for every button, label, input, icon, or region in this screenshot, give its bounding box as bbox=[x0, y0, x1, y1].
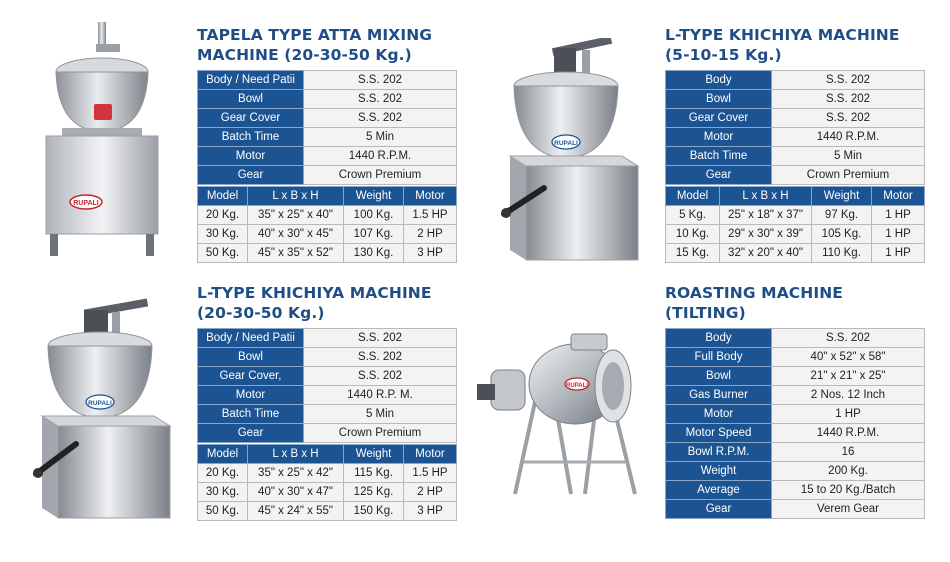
model-cell: 150 Kg. bbox=[344, 502, 404, 521]
spec-row bbox=[666, 386, 925, 405]
spec-row bbox=[666, 109, 925, 128]
spec-row bbox=[198, 424, 457, 443]
column-header: Motor bbox=[404, 187, 457, 206]
spec-row bbox=[666, 405, 925, 424]
spec-label: Gear bbox=[198, 166, 304, 185]
spec-row bbox=[666, 462, 925, 481]
spec-label: Body / Need Patii bbox=[198, 329, 304, 348]
model-header-row bbox=[666, 187, 925, 206]
model-cell: 105 Kg. bbox=[812, 225, 872, 244]
model-cell: 15 Kg. bbox=[666, 244, 720, 263]
spec-row bbox=[666, 424, 925, 443]
khichiya-large-illustration bbox=[28, 298, 178, 520]
spec-value: S.S. 202 bbox=[772, 329, 925, 348]
spec-value: S.S. 202 bbox=[304, 348, 457, 367]
spec-row bbox=[198, 90, 457, 109]
roasting-machine-photo bbox=[475, 322, 645, 500]
model-cell: 1 HP bbox=[872, 225, 925, 244]
model-cell: 45" x 24" x 55" bbox=[248, 502, 344, 521]
model-table-khichiya-large bbox=[197, 444, 457, 521]
spec-table-roasting-machine bbox=[665, 328, 925, 519]
model-row bbox=[198, 206, 457, 225]
spec-row bbox=[666, 166, 925, 185]
column-header: Model bbox=[198, 445, 248, 464]
model-cell: 100 Kg. bbox=[344, 206, 404, 225]
spec-label: Body bbox=[666, 329, 772, 348]
model-row bbox=[666, 206, 925, 225]
column-header: Weight bbox=[344, 187, 404, 206]
spec-label: Gear Cover, bbox=[198, 367, 304, 386]
spec-label: Gear bbox=[198, 424, 304, 443]
model-rows bbox=[198, 445, 457, 521]
spec-value: S.S. 202 bbox=[304, 329, 457, 348]
spec-value: 2 Nos. 12 Inch bbox=[772, 386, 925, 405]
spec-table-khichiya-small bbox=[665, 70, 925, 185]
model-cell: 1 HP bbox=[872, 244, 925, 263]
spec-label: Batch Time bbox=[198, 128, 304, 147]
spec-value: Crown Premium bbox=[304, 424, 457, 443]
column-header: Model bbox=[666, 187, 720, 206]
spec-row bbox=[666, 90, 925, 109]
spec-row bbox=[198, 128, 457, 147]
model-cell: 10 Kg. bbox=[666, 225, 720, 244]
spec-row bbox=[198, 405, 457, 424]
spec-value: 1440 R.P.M. bbox=[772, 424, 925, 443]
product-title-khichiya-large: L-TYPE KHICHIYA MACHINE (20-30-50 Kg.) bbox=[197, 284, 432, 322]
model-cell: 45" x 35" x 52" bbox=[248, 244, 344, 263]
model-rows bbox=[198, 187, 457, 263]
spec-value: 21" x 21" x 25" bbox=[772, 367, 925, 386]
model-cell: 1.5 HP bbox=[404, 206, 457, 225]
column-header: L x B x H bbox=[248, 187, 344, 206]
spec-label: Gear bbox=[666, 500, 772, 519]
column-header: Weight bbox=[344, 445, 404, 464]
spec-label: Full Body bbox=[666, 348, 772, 367]
spec-table-atta-mixer bbox=[197, 70, 457, 185]
model-row bbox=[198, 464, 457, 483]
model-header-row bbox=[198, 187, 457, 206]
spec-value: S.S. 202 bbox=[772, 90, 925, 109]
model-row bbox=[666, 225, 925, 244]
spec-value: 5 Min bbox=[772, 147, 925, 166]
spec-row bbox=[666, 329, 925, 348]
model-cell: 30 Kg. bbox=[198, 483, 248, 502]
spec-value: S.S. 202 bbox=[304, 367, 457, 386]
column-header: Weight bbox=[812, 187, 872, 206]
model-cell: 40" x 30" x 47" bbox=[248, 483, 344, 502]
spec-rows bbox=[198, 71, 457, 185]
spec-label: Gear Cover bbox=[666, 109, 772, 128]
spec-row bbox=[666, 500, 925, 519]
model-cell: 3 HP bbox=[404, 502, 457, 521]
atta-mixer-illustration bbox=[42, 20, 162, 260]
model-cell: 2 HP bbox=[404, 483, 457, 502]
spec-row bbox=[198, 367, 457, 386]
model-cell: 1 HP bbox=[872, 206, 925, 225]
spec-row bbox=[666, 147, 925, 166]
product-title-khichiya-small: L-TYPE KHICHIYA MACHINE (5-10-15 Kg.) bbox=[665, 26, 900, 64]
model-cell: 50 Kg. bbox=[198, 502, 248, 521]
spec-value: 1440 R.P.M. bbox=[772, 128, 925, 147]
model-row bbox=[198, 483, 457, 502]
model-cell: 97 Kg. bbox=[812, 206, 872, 225]
product-title-atta-mixer: TAPELA TYPE ATTA MIXING MACHINE (20-30-50 Kg.) bbox=[197, 26, 433, 64]
khichiya-large-photo bbox=[28, 298, 178, 520]
spec-value: S.S. 202 bbox=[772, 71, 925, 90]
model-cell: 115 Kg. bbox=[344, 464, 404, 483]
model-cell: 125 Kg. bbox=[344, 483, 404, 502]
spec-row bbox=[198, 386, 457, 405]
column-header: Model bbox=[198, 187, 248, 206]
spec-row bbox=[198, 71, 457, 90]
model-row bbox=[666, 244, 925, 263]
model-cell: 35" x 25" x 42" bbox=[248, 464, 344, 483]
spec-value: 16 bbox=[772, 443, 925, 462]
model-rows bbox=[666, 187, 925, 263]
spec-label: Bowl bbox=[666, 90, 772, 109]
spec-label: Motor bbox=[198, 386, 304, 405]
model-table-atta-mixer bbox=[197, 186, 457, 263]
model-cell: 20 Kg. bbox=[198, 464, 248, 483]
model-cell: 110 Kg. bbox=[812, 244, 872, 263]
brand-badge: RUPALI bbox=[554, 140, 578, 147]
spec-label: Motor bbox=[198, 147, 304, 166]
spec-label: Motor Speed bbox=[666, 424, 772, 443]
spec-value: 1440 R.P. M. bbox=[304, 386, 457, 405]
spec-row bbox=[198, 348, 457, 367]
model-row bbox=[198, 225, 457, 244]
spec-row bbox=[198, 147, 457, 166]
spec-row bbox=[198, 329, 457, 348]
model-cell: 20 Kg. bbox=[198, 206, 248, 225]
model-cell: 107 Kg. bbox=[344, 225, 404, 244]
spec-value: 200 Kg. bbox=[772, 462, 925, 481]
spec-label: Bowl bbox=[198, 348, 304, 367]
spec-value: 1 HP bbox=[772, 405, 925, 424]
model-cell: 1.5 HP bbox=[404, 464, 457, 483]
spec-rows bbox=[666, 329, 925, 519]
spec-value: 5 Min bbox=[304, 405, 457, 424]
brand-badge: RUPALI bbox=[88, 400, 112, 407]
model-cell: 2 HP bbox=[404, 225, 457, 244]
model-cell: 29" x 30" x 39" bbox=[720, 225, 812, 244]
spec-label: Batch Time bbox=[198, 405, 304, 424]
spec-label: Average bbox=[666, 481, 772, 500]
spec-label: Bowl R.P.M. bbox=[666, 443, 772, 462]
product-title-roasting-machine: ROASTING MACHINE (TILTING) bbox=[665, 284, 843, 322]
roasting-machine-illustration bbox=[475, 322, 645, 500]
model-cell: 32" x 20" x 40" bbox=[720, 244, 812, 263]
model-cell: 130 Kg. bbox=[344, 244, 404, 263]
spec-value: Verem Gear bbox=[772, 500, 925, 519]
brand-badge: RUPALI bbox=[73, 200, 99, 207]
model-row bbox=[198, 244, 457, 263]
model-cell: 35" x 25" x 40" bbox=[248, 206, 344, 225]
spec-value: Crown Premium bbox=[304, 166, 457, 185]
spec-table-khichiya-large bbox=[197, 328, 457, 443]
spec-row bbox=[666, 481, 925, 500]
spec-value: S.S. 202 bbox=[304, 90, 457, 109]
spec-rows bbox=[666, 71, 925, 185]
column-header: L x B x H bbox=[720, 187, 812, 206]
spec-label: Bowl bbox=[666, 367, 772, 386]
column-header: L x B x H bbox=[248, 445, 344, 464]
column-header: Motor bbox=[872, 187, 925, 206]
spec-value: 1440 R.P.M. bbox=[304, 147, 457, 166]
column-header: Motor bbox=[404, 445, 457, 464]
spec-row bbox=[198, 109, 457, 128]
spec-label: Motor bbox=[666, 405, 772, 424]
spec-row bbox=[666, 367, 925, 386]
spec-value: 15 to 20 Kg./Batch bbox=[772, 481, 925, 500]
khichiya-small-illustration bbox=[492, 38, 642, 263]
model-cell: 30 Kg. bbox=[198, 225, 248, 244]
spec-value: 40" x 52" x 58" bbox=[772, 348, 925, 367]
model-cell: 3 HP bbox=[404, 244, 457, 263]
spec-value: S.S. 202 bbox=[304, 109, 457, 128]
spec-value: S.S. 202 bbox=[304, 71, 457, 90]
atta-mixer-photo bbox=[42, 20, 162, 260]
spec-row bbox=[666, 443, 925, 462]
khichiya-small-photo bbox=[492, 38, 642, 263]
spec-label: Batch Time bbox=[666, 147, 772, 166]
model-cell: 50 Kg. bbox=[198, 244, 248, 263]
model-table-khichiya-small bbox=[665, 186, 925, 263]
spec-row bbox=[666, 348, 925, 367]
spec-value: 5 Min bbox=[304, 128, 457, 147]
spec-row bbox=[666, 71, 925, 90]
spec-label: Weight bbox=[666, 462, 772, 481]
model-header-row bbox=[198, 445, 457, 464]
spec-label: Motor bbox=[666, 128, 772, 147]
spec-value: Crown Premium bbox=[772, 166, 925, 185]
spec-row bbox=[666, 128, 925, 147]
model-row bbox=[198, 502, 457, 521]
spec-label: Body / Need Patii bbox=[198, 71, 304, 90]
spec-label: Bowl bbox=[198, 90, 304, 109]
model-cell: 5 Kg. bbox=[666, 206, 720, 225]
model-cell: 25" x 18" x 37" bbox=[720, 206, 812, 225]
spec-rows bbox=[198, 329, 457, 443]
spec-label: Gear bbox=[666, 166, 772, 185]
spec-label: Gas Burner bbox=[666, 386, 772, 405]
spec-label: Gear Cover bbox=[198, 109, 304, 128]
spec-row bbox=[198, 166, 457, 185]
model-cell: 40" x 30" x 45" bbox=[248, 225, 344, 244]
brand-badge: RUPALI bbox=[566, 383, 588, 389]
spec-label: Body bbox=[666, 71, 772, 90]
spec-value: S.S. 202 bbox=[772, 109, 925, 128]
